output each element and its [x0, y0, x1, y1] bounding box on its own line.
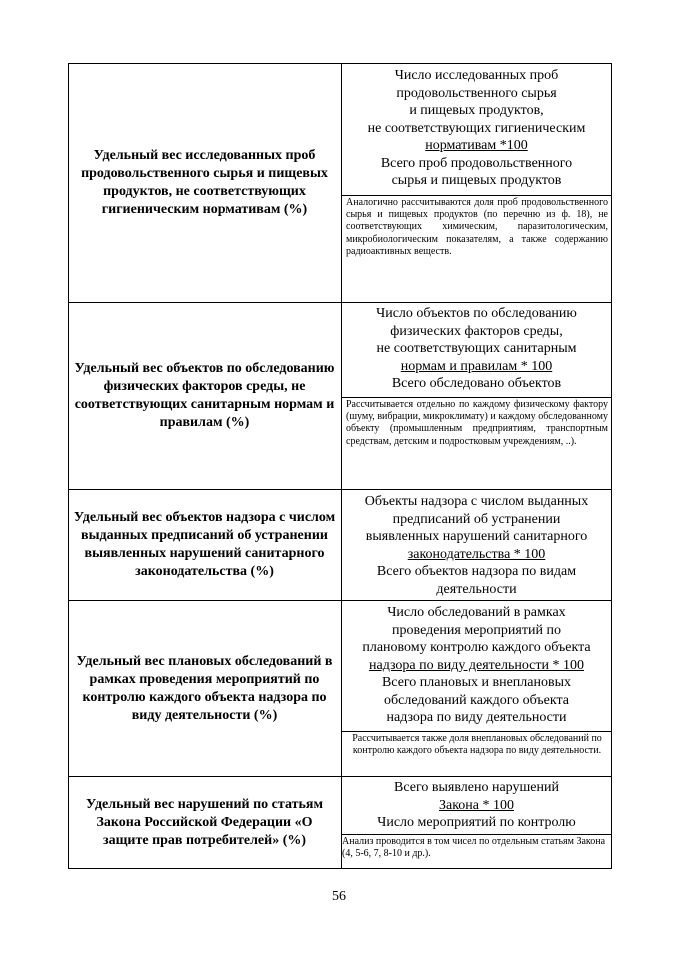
indicator-cell: [69, 64, 340, 302]
indicator-cell: [69, 601, 340, 776]
indicator-name: Удельный вес плановых обследований в рамках проведения мероприятий по контролю каждого объекта надзора по виду деятельности (%): [76, 653, 333, 723]
formula-line: Объекты надзора с числом выданных: [364, 494, 589, 509]
formula-line: и пищевых продуктов,: [409, 103, 544, 118]
note: Аналогично рассчитываются доля проб продовольственного сырья и пищевых продуктов (по перечню из ф. 18), не соответствующих химическим, паразитологическим, микробиологическим показателям, а также содержанию радиоактивных веществ.: [342, 195, 611, 258]
formula-denominator: Всего проб продовольственного: [380, 155, 573, 171]
table-row: [68, 600, 612, 777]
formula-denominator: Всего обследовано объектов: [391, 376, 562, 391]
formula-denominator: Всего плановых и внеплановых: [381, 675, 572, 690]
note: Анализ проводится в том чисел по отдельным статьям Закона (4, 5-6, 7, 8-10 и др.).: [342, 834, 611, 860]
note: Рассчитывается отдельно по каждому физическому фактору (шуму, вибрации, микроклимату) и каждому обследованному объекту (промышленным предприятиям, транспортным средствам, детским и подростковым учреждениям, ..).: [342, 397, 611, 448]
formula: [342, 779, 611, 832]
formula: [342, 604, 611, 727]
table-row: [68, 302, 612, 490]
formula-line: предписаний об устранении: [392, 511, 561, 527]
formula-line: Число исследованных проб: [394, 68, 559, 83]
indicator-cell: [69, 490, 340, 600]
formula-line: продовольственного сырья: [396, 85, 557, 101]
indicator-name: Удельный вес исследованных проб продовольственного сырья и пищевых продуктов, не соответствующих гигиеническим нормативам (%): [81, 148, 328, 217]
formula-line: не соответствующих гигиеническим: [367, 120, 586, 136]
formula-denominator: Число мероприятий по контролю: [377, 815, 576, 830]
formula-numerator-end: нормативам *100: [425, 138, 528, 153]
indicator-name: Удельный вес объектов по обследованию физических факторов среды, не соответствующих санитарным нормам и правилам (%): [74, 361, 335, 430]
indicators-table: [68, 63, 612, 869]
formula-line: Число обследований в рамках: [387, 605, 566, 620]
formula-cell: [341, 601, 611, 777]
formula-cell: [341, 303, 611, 490]
formula-denominator: обследований каждого объекта: [384, 692, 569, 708]
table-row: [68, 63, 612, 303]
formula-cell: [341, 490, 611, 601]
formula-line: Число объектов по обследованию: [376, 306, 577, 321]
formula-line: физических факторов среды,: [390, 323, 563, 339]
formula-denominator: деятельности: [436, 581, 517, 597]
formula-numerator-end: надзора по виду деятельности * 100: [368, 657, 585, 673]
formula-line: не соответствующих санитарным: [376, 341, 577, 356]
table-row: [68, 776, 612, 869]
formula-denominator: сырья и пищевых продуктов: [391, 173, 562, 188]
formula-numerator-end: нормам и правилам * 100: [400, 358, 553, 374]
formula-cell: [341, 64, 611, 303]
formula-denominator: Всего объектов надзора по видам: [376, 564, 577, 579]
formula-denominator: надзора по виду деятельности: [386, 710, 567, 725]
table-row: [68, 489, 612, 601]
formula-numerator-end: законодательства * 100: [407, 546, 546, 562]
indicator-cell: [69, 303, 340, 489]
note: Рассчитывается также доля внеплановых обследований по контролю каждого объекта надзора по виду деятельности.: [342, 731, 611, 757]
formula: [342, 493, 611, 598]
formula: [342, 67, 611, 190]
indicator-name: Удельный вес объектов надзора с числом выданных предписаний об устранении выявленных нарушений санитарного законодательства (%): [73, 510, 336, 579]
formula: [342, 305, 611, 393]
formula-line: выявленных нарушений санитарного: [365, 529, 588, 544]
formula-line: проведения мероприятий по: [392, 622, 561, 638]
indicator-name: Удельный вес нарушений по статьям Закона Российской Федерации «О защите прав потребителей» (%): [86, 796, 323, 848]
formula-line: Всего выявлено нарушений: [394, 780, 559, 795]
formula-numerator-end: Закона * 100: [438, 797, 515, 813]
page-number: 56: [332, 889, 346, 904]
indicator-cell: [69, 777, 340, 868]
formula-line: плановому контролю каждого объекта: [362, 640, 591, 655]
formula-cell: [341, 777, 611, 869]
